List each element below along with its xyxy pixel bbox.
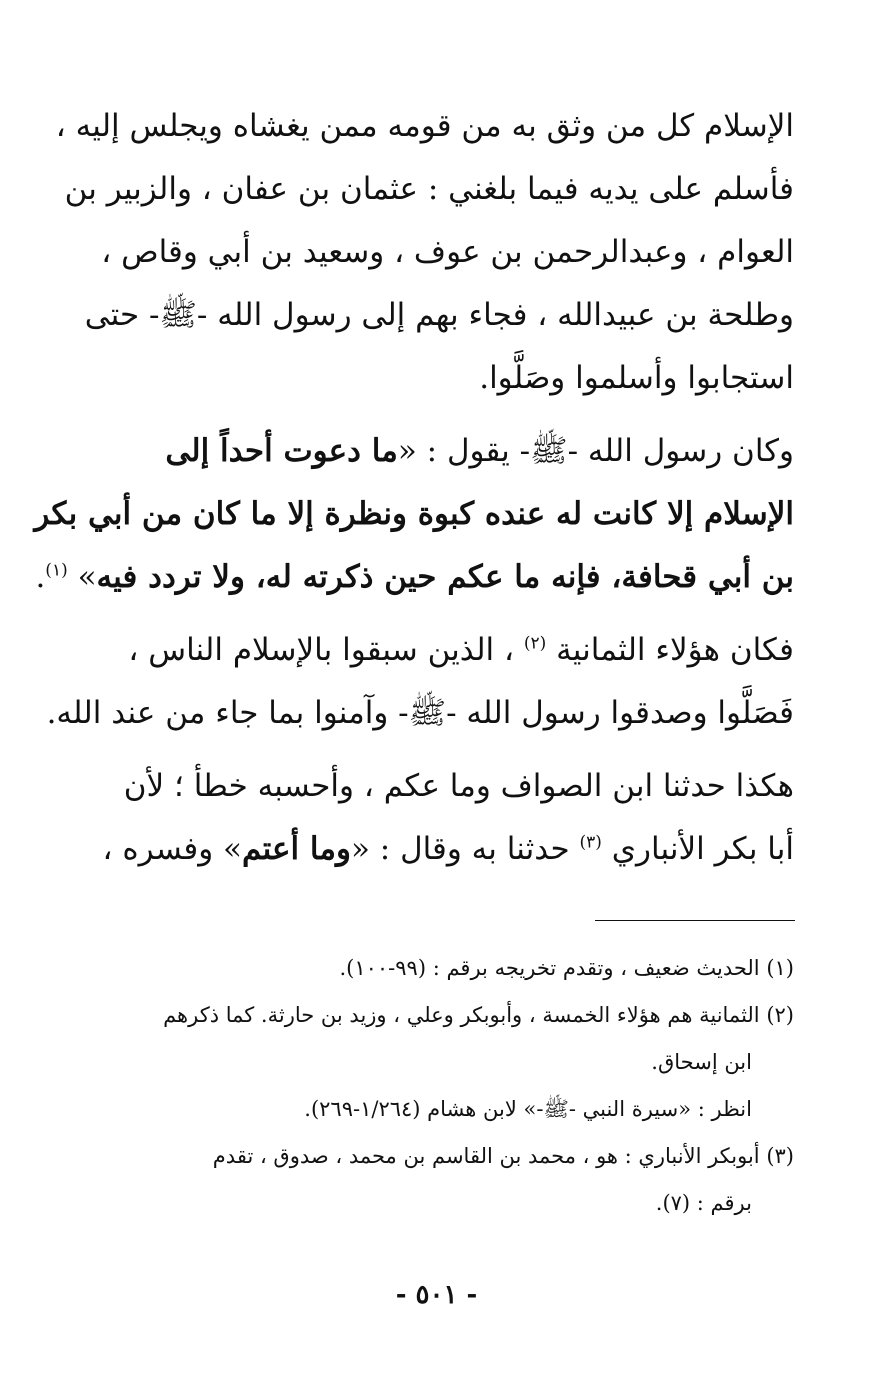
text-line xyxy=(35,546,794,609)
hadith-quote: ما دعوت أحداً إلى xyxy=(165,433,398,469)
main-text xyxy=(34,95,794,881)
text-line: فَصَلَّوا وصدقوا رسول الله -ﷺ- وآمنوا بما جاء من عند الله. xyxy=(46,695,794,731)
footnote-2: (٢) الثمانية هم هؤلاء الخمسة ، وأبوبكر وعلي ، وزيد بن حارثة. كما ذكرهم xyxy=(163,1003,794,1027)
text-run: أبا بكر الأنباري xyxy=(611,831,794,867)
footnote-2-reference: انظر : «سيرة النبي -ﷺ-» لابن هشام (١/٢٦٤-٢٦٩). xyxy=(304,1097,752,1121)
text-run: ، الذين سبقوا بالإسلام الناس ، xyxy=(128,632,514,668)
text-line xyxy=(80,420,794,483)
text-line: الإسلام كل من وثق به من قومه ممن يغشاه ويجلس إليه ، xyxy=(55,108,794,144)
footnote-ref-2[interactable]: (٢) xyxy=(523,633,547,654)
text-line xyxy=(80,619,794,682)
text-line: العوام ، وعبدالرحمن بن عوف ، وسعيد بن أبي وقاص ، xyxy=(101,234,794,270)
text-line: استجابوا وأسلموا وصَلَّوا. xyxy=(479,360,794,396)
paragraph-4 xyxy=(80,755,794,881)
hadith-quote: بن أبي قحافة، فإنه ما عكم حين ذكرته له، ولا تردد فيه xyxy=(96,559,794,595)
paragraph-1 xyxy=(55,95,794,410)
text-run: . xyxy=(35,559,46,595)
text-run: حدثنا به وقال : « xyxy=(350,831,570,867)
text-run: فكان هؤلاء الثمانية xyxy=(556,632,794,668)
footnote-3: (٣) أبوبكر الأنباري : هو ، محمد بن القاسم بن محمد ، صدوق ، تقدم xyxy=(212,1144,794,1168)
footnotes xyxy=(80,945,794,1227)
footnote-ref-3[interactable]: (٣) xyxy=(579,832,602,853)
footnote-3-continued: برقم : (٧). xyxy=(655,1191,752,1215)
text-line: وطلحة بن عبيدالله ، فجاء بهم إلى رسول الله -ﷺ- حتى xyxy=(84,297,794,333)
paragraph-3 xyxy=(46,619,794,745)
footnote-divider xyxy=(595,920,795,921)
text-line xyxy=(80,818,794,881)
page-number: - ٥٠١ - xyxy=(395,1280,478,1310)
footnote-1: (١) الحديث ضعيف ، وتقدم تخريجه برقم : (٩٩-١٠٠). xyxy=(339,956,794,980)
text-line: هكذا حدثنا ابن الصواف وما عكم ، وأحسبه خطأ ؛ لأن xyxy=(123,768,794,804)
quoted-phrase: وما أعتم xyxy=(242,831,351,867)
text-line: فأسلم على يديه فيما بلغني : عثمان بن عفان ، والزبير بن xyxy=(64,171,794,207)
hadith-quote: الإسلام إلا كانت له عنده كبوة ونظرة إلا ما كان من أبي بكر xyxy=(34,496,794,532)
text-run: وكان رسول الله -ﷺ- يقول : « xyxy=(397,433,794,469)
footnote-2-continued: ابن إسحاق. xyxy=(651,1050,752,1074)
paragraph-2 xyxy=(34,420,794,609)
text-run: » xyxy=(77,559,97,595)
footnote-ref-1[interactable]: (١) xyxy=(45,560,68,581)
text-run: » وفسره ، xyxy=(102,831,243,867)
